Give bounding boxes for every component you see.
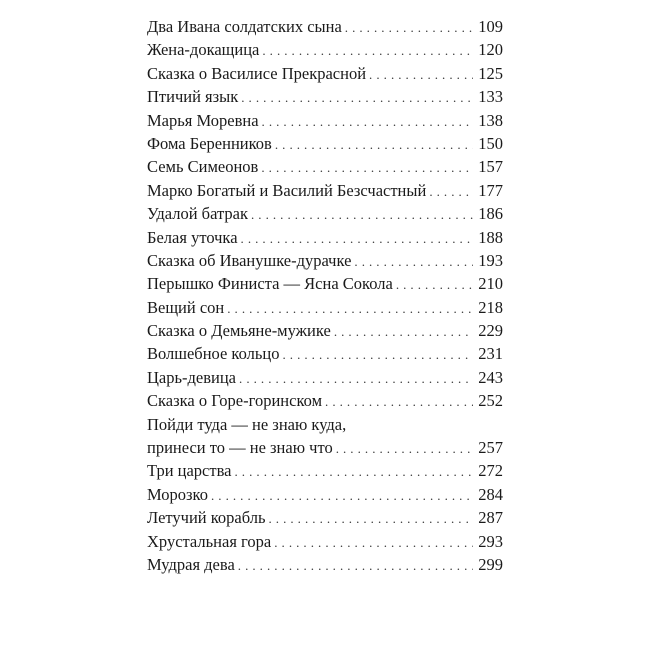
toc-entry-title: Фома Беренников [147,133,272,153]
toc-entry [147,413,503,460]
dot-leader [238,554,473,577]
table-of-contents [147,15,503,576]
toc-entry [147,553,503,576]
toc-entry-line2 [147,436,503,459]
toc-entry-title: Царь-девица [147,367,237,387]
dot-leader [239,367,473,390]
toc-entry-page: 299 [478,555,503,574]
toc-entry-page: 252 [478,391,503,411]
toc-entry-title: Белая уточка [147,227,238,247]
dot-leader [262,110,474,133]
toc-entry-title: Два Ивана солдатских сына [147,17,342,36]
toc-entry-page: 125 [478,63,503,83]
dot-leader [241,227,474,250]
toc-entry [147,249,503,272]
toc-entry [147,342,503,365]
dot-leader [345,16,473,39]
toc-entry-title: Морозко [147,484,208,504]
toc-entry-page: 177 [478,180,503,200]
toc-entry-page: 284 [478,484,503,504]
toc-entry-page: 157 [478,157,503,177]
dot-leader [354,250,473,273]
toc-entry-title: Птичий язык [147,87,239,107]
toc-entry [147,226,503,249]
toc-entry-title: Три царства [147,461,232,481]
dot-leader [336,437,474,460]
dot-leader [396,273,473,296]
toc-entry-page: 229 [478,321,503,341]
toc-entry-title: Сказка о Демьяне-мужике [147,321,331,341]
toc-entry-title: Хрустальная гора [147,531,272,551]
dot-leader [282,343,473,366]
dot-leader [235,460,474,483]
toc-entry-title: Мудрая дева [147,555,235,574]
toc-entry-title: Перышко Финиста — Ясна Сокола [147,274,393,294]
toc-entry [147,62,503,85]
toc-entry-title: Удалой батрак [147,204,248,224]
toc-entry-page: 243 [478,367,503,387]
toc-entry [147,459,503,482]
toc-entry [147,506,503,529]
toc-entry [147,389,503,412]
toc-entry-page: 218 [478,297,503,317]
toc-entry-title: Жена-докащица [147,40,260,60]
toc-entry-title: Вещий сон [147,297,225,317]
toc-entry-title: Летучий корабль [147,508,266,528]
toc-entry-page: 293 [478,531,503,551]
dot-leader [369,63,473,86]
toc-entry [147,530,503,553]
toc-entry-title: Сказка о Василисе Прекрасной [147,63,367,83]
toc-entry-page: 150 [478,133,503,153]
dot-leader [251,203,473,226]
toc-entry [147,202,503,225]
dot-leader [275,133,473,156]
toc-entry [147,38,503,61]
toc-entry-page: 193 [478,250,503,270]
dot-leader [262,39,473,62]
toc-entry-title: принеси то — не знаю что [147,438,333,458]
toc-entry-page: 138 [478,110,503,130]
toc-entry-title: Сказка о Горе-горинском [147,391,323,411]
toc-entry-page: 133 [478,87,503,107]
dot-leader [268,507,473,530]
toc-entry-title-line1: Пойди туда — не знаю куда, [147,414,347,434]
toc-entry-title: Марко Богатый и Василий Безсчастный [147,180,427,200]
toc-entry-title: Семь Симеонов [147,157,259,177]
toc-entry-page: 120 [478,40,503,60]
dot-leader [325,390,473,413]
toc-entry-page: 188 [478,227,503,247]
toc-entry-title: Марья Моревна [147,110,259,130]
toc-entry-page: 272 [478,461,503,481]
dot-leader [227,297,473,320]
toc-entry-title: Волшебное кольцо [147,344,280,364]
dot-leader [261,156,473,179]
toc-entry [147,366,503,389]
toc-entry [147,85,503,108]
toc-entry [147,483,503,506]
toc-entry [147,15,503,38]
dot-leader [334,320,473,343]
toc-entry-title: Сказка об Иванушке-дурачке [147,250,352,270]
toc-entry-page: 109 [478,17,503,36]
toc-entry [147,296,503,319]
toc-entry-page: 186 [478,204,503,224]
toc-entry-page: 287 [478,508,503,528]
toc-entry-page: 210 [478,274,503,294]
dot-leader [241,86,473,109]
toc-entry [147,272,503,295]
toc-entry-page: 257 [478,438,503,458]
dot-leader [274,531,473,554]
toc-entry [147,319,503,342]
toc-entry-page: 231 [478,344,503,364]
dot-leader [211,484,473,507]
toc-entry [147,132,503,155]
toc-entry [147,109,503,132]
toc-entry [147,179,503,202]
dot-leader [429,180,473,203]
toc-entry [147,155,503,178]
